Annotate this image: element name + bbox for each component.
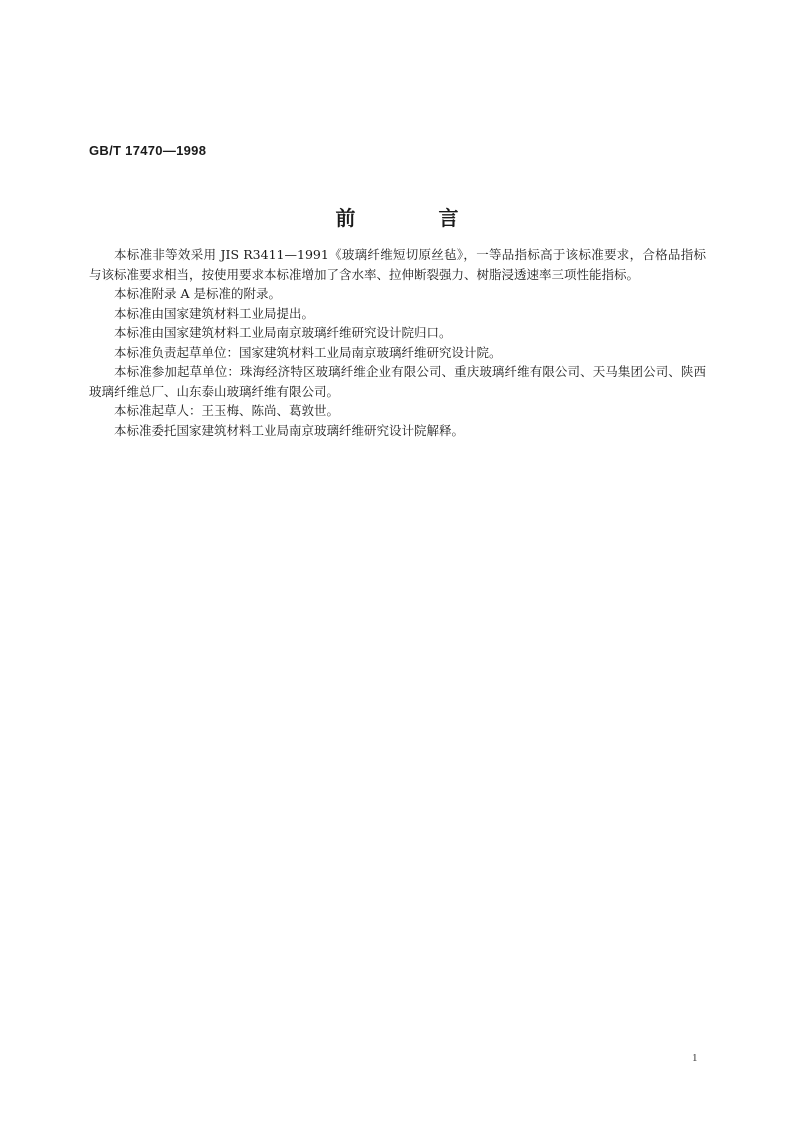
page-number: 1 — [692, 1052, 698, 1064]
paragraph-centralized: 本标准由国家建筑材料工业局南京玻璃纤维研究设计院归口。 — [114, 325, 452, 340]
paragraph-proposer: 本标准由国家建筑材料工业局提出。 — [114, 305, 315, 321]
foreword-body — [89, 245, 706, 440]
paragraph-adoption: 本标准非等效采用 JIS R3411—1991《玻璃纤维短切原丝毡》，一等品指标高于该标准要求，合格品指标与该标准要求相当，按使用要求本标准增加了含水率、拉伸断裂强力、树脂浸透速率三项性能指标。 — [89, 247, 706, 282]
paragraph-appendix: 本标准附录 A 是标准的附录。 — [114, 286, 281, 301]
paragraph-participants: 本标准参加起草单位：珠海经济特区玻璃纤维企业有限公司、重庆玻璃纤维有限公司、天马集团公司、陕西玻璃纤维总厂、山东泰山玻璃纤维有限公司。 — [89, 364, 706, 399]
paragraph-interpretation: 本标准委托国家建筑材料工业局南京玻璃纤维研究设计院解释。 — [114, 422, 465, 438]
paragraph-lead-drafter: 本标准负责起草单位：国家建筑材料工业局南京玻璃纤维研究设计院。 — [114, 344, 502, 360]
paragraph-drafters: 本标准起草人：王玉梅、陈尚、葛敦世。 — [114, 403, 340, 418]
page-title: 前 言 — [335, 206, 497, 230]
standard-code: GB/T 17470—1998 — [89, 143, 207, 158]
